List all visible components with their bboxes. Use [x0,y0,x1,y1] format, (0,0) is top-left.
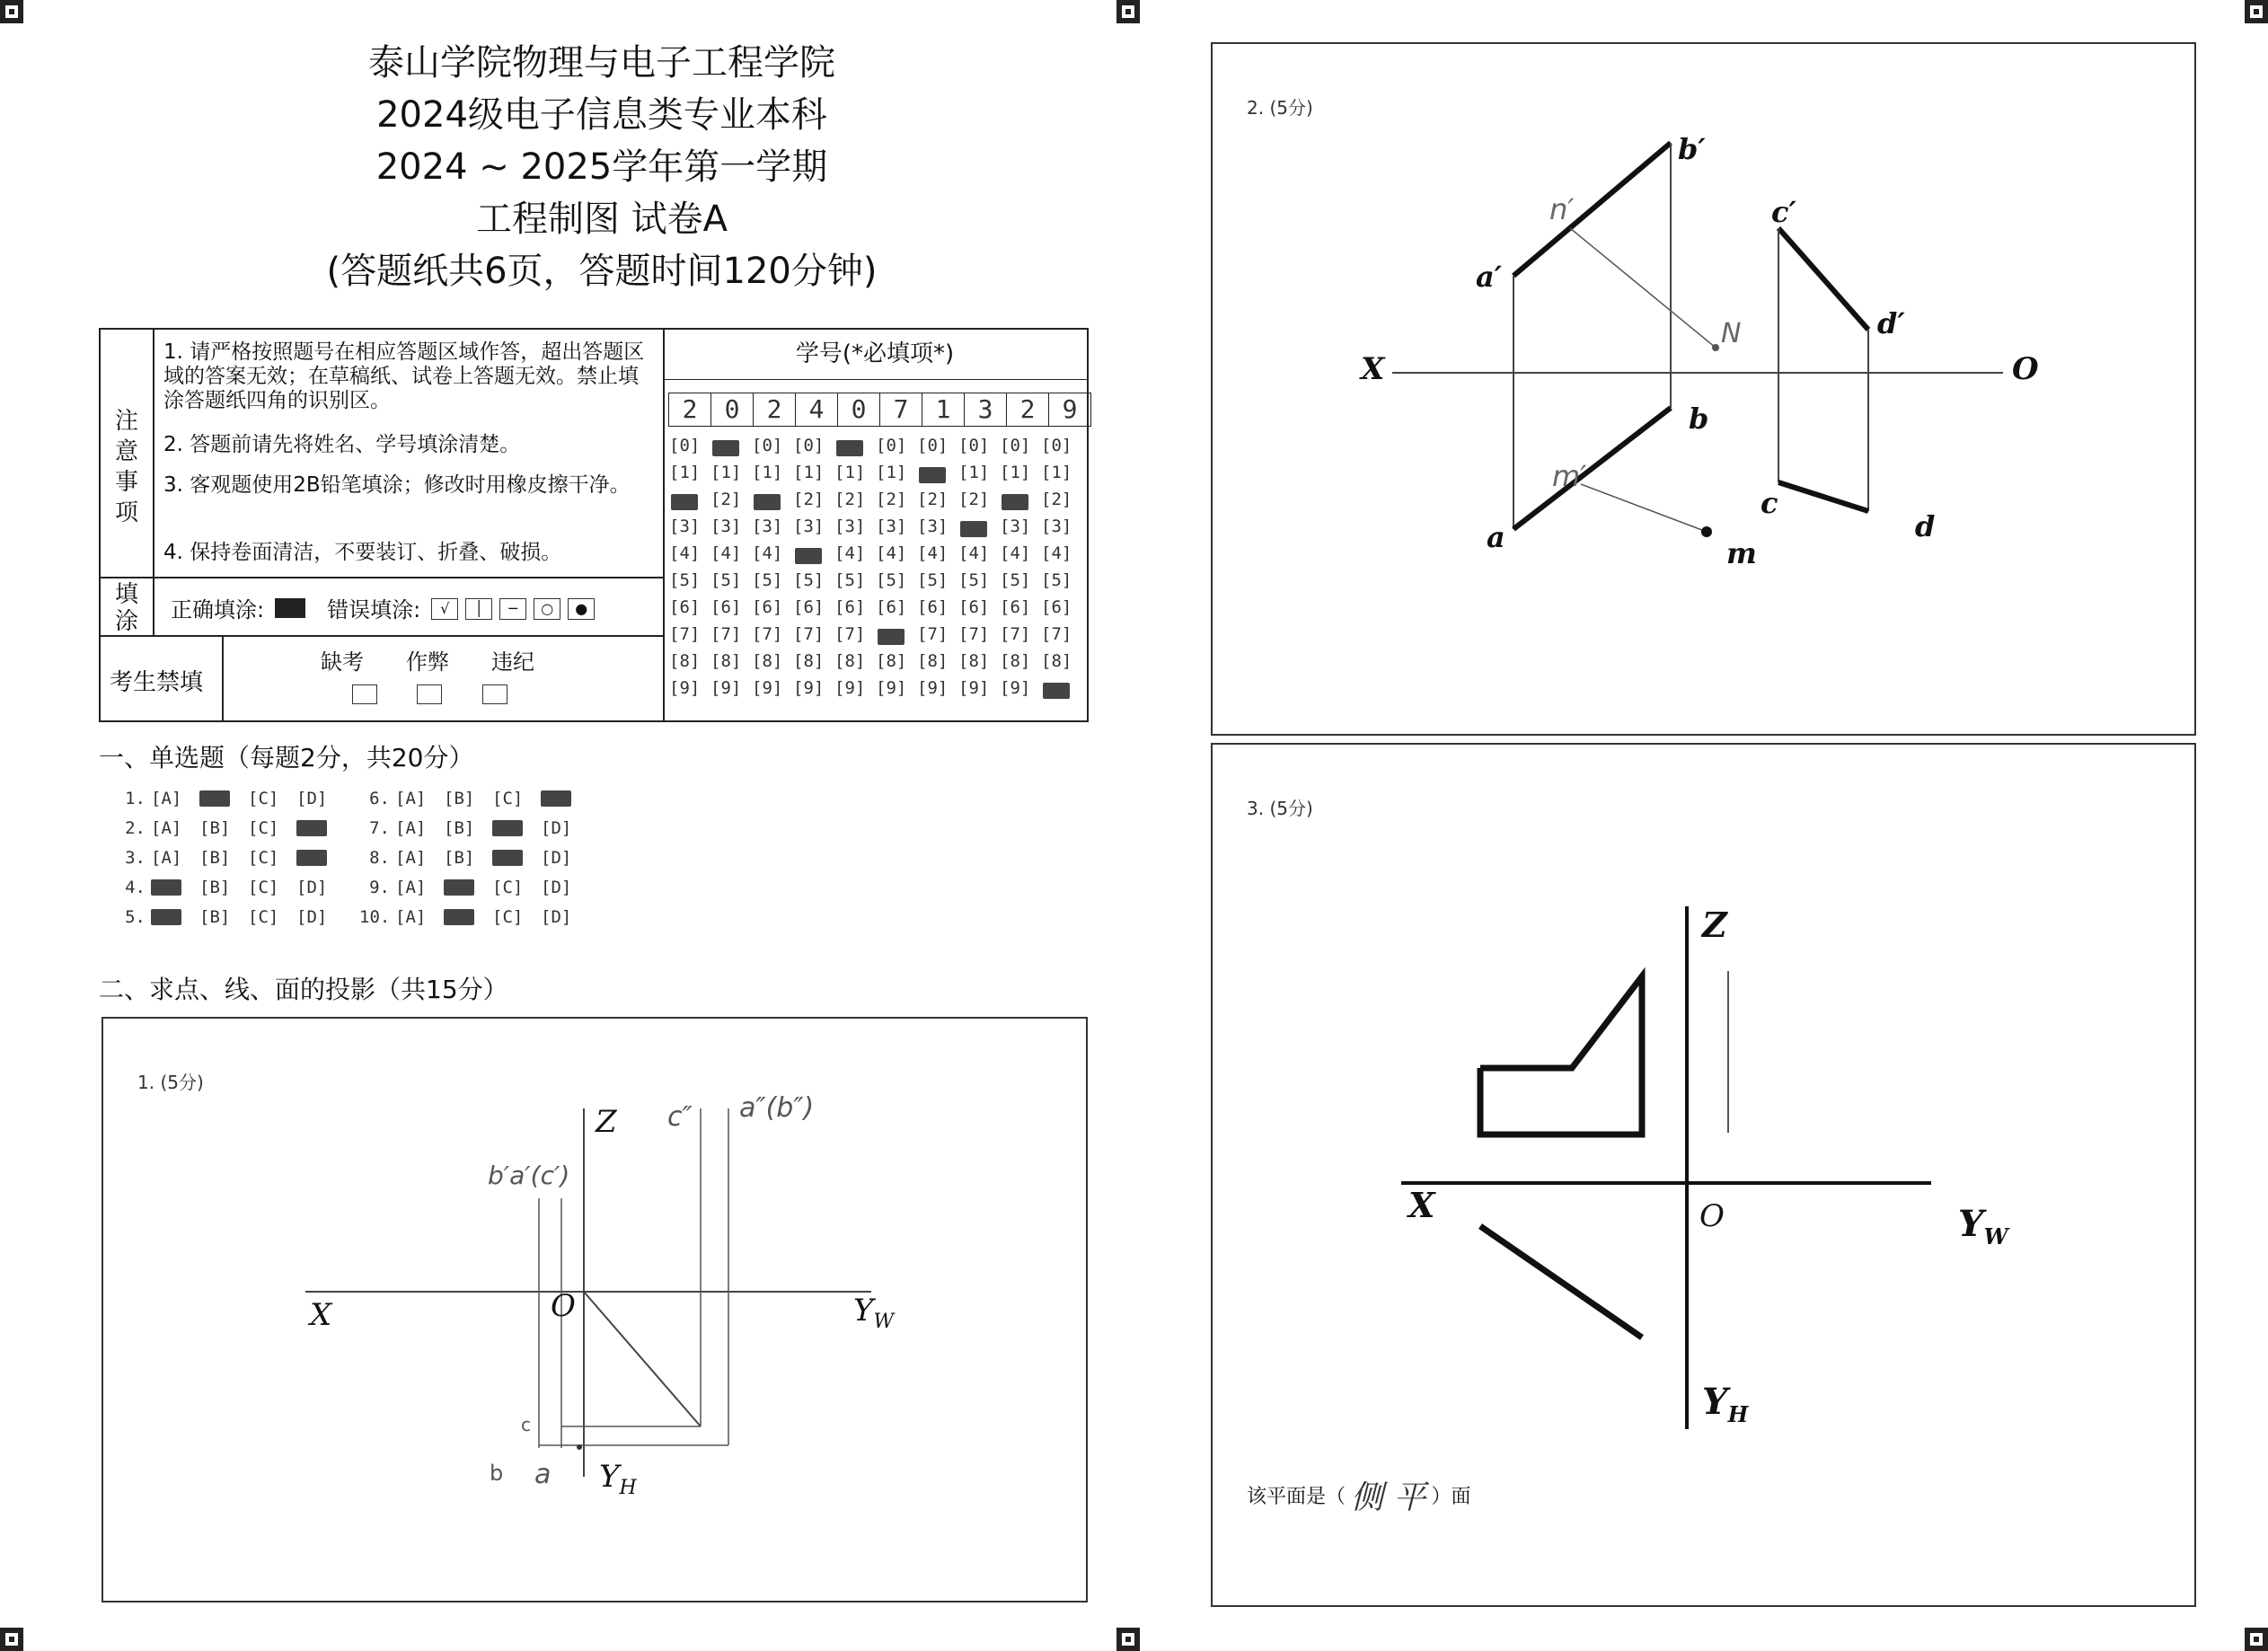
q2-point-label: m [1726,536,1757,570]
id-bubble[interactable]: [4] [752,543,783,563]
id-bubble[interactable]: [4] [710,543,742,563]
bubble-row [669,678,1082,705]
id-bubble[interactable]: [5] [710,570,742,590]
mc-option-bubble[interactable]: [C] [248,907,279,927]
mc-option-bubble[interactable]: [B] [444,818,475,838]
mc-question [115,789,340,808]
q2-point-label: m′ [1552,459,1587,493]
id-bubble[interactable]: [6] [752,597,783,617]
cheat-label: 作弊 [406,649,449,675]
q2-point-label: n′ [1549,192,1575,226]
student-id-digit: 9 [1049,393,1091,426]
correct-fill-mark [275,598,305,618]
id-bubble[interactable]: [2] [876,490,907,509]
id-bubble[interactable]: [3] [917,516,949,536]
id-bubble[interactable]: [4] [917,543,949,563]
class-title: 2024级电子信息类专业本科 [376,94,827,136]
student-id-digit: 0 [838,393,880,426]
mc-option-bubble[interactable]: [D] [296,907,328,927]
rule-2: 2. 答题前请先将姓名、学号填涂清楚。 [163,433,521,456]
id-bubble[interactable] [1041,678,1082,705]
section1-title: 一、单选题（每题2分，共20分） [99,743,474,773]
q1-hand-label: c [521,1414,531,1435]
exam-only-label: 考生禁填 [110,669,204,696]
mc-option-bubble[interactable]: [D] [296,789,328,808]
q3-axis-yh: $Y_H$ [1702,1381,1749,1427]
student-id-digit: 2 [1007,393,1049,426]
q1-axis-yh: $Y_H$ [599,1459,637,1499]
id-bubble[interactable]: [1] [669,463,701,482]
correct-fill-label: 正确填涂: [171,597,265,622]
id-bubble[interactable]: [1] [752,463,783,482]
violation-label: 违纪 [491,649,534,675]
mc-option-bubble[interactable]: [C] [248,848,279,868]
q1-axis-o: O [551,1288,576,1324]
mc-option-bubble[interactable]: [B] [199,818,231,838]
mc-question [115,878,340,897]
bubble-row [669,463,1082,490]
id-bubble[interactable]: [2] [1041,490,1072,509]
id-bubble[interactable]: [6] [917,597,949,617]
q2-label: 2. (5分) [1247,97,1313,119]
cheat-checkbox[interactable] [417,684,442,704]
id-bubble[interactable]: [1] [793,463,825,482]
bubble-row [669,436,1082,463]
id-bubble[interactable]: [0] [1041,436,1072,455]
id-bubble[interactable]: [9] [793,678,825,698]
id-bubble[interactable]: [0] [752,436,783,455]
id-bubble[interactable] [669,490,710,516]
q1-hand-label: b′a′(c′) [488,1161,570,1190]
mc-question-number: 2. [125,818,146,838]
bubble-row [669,543,1082,570]
q3-answer-suffix: ）面 [1431,1486,1471,1508]
id-bubble[interactable]: [3] [793,516,825,536]
term-title: 2024 ~ 2025学年第一学期 [375,146,828,188]
id-bubble[interactable]: [0] [793,436,825,455]
id-bubble[interactable]: [8] [752,651,783,671]
id-bubble[interactable]: [6] [958,597,990,617]
mc-question-number: 7. [369,818,390,838]
id-bubble[interactable]: [4] [834,543,866,563]
id-bubble[interactable]: [2] [834,490,866,509]
q2-answer-box [1211,42,2196,736]
mc-option-bubble[interactable]: [A] [151,789,182,808]
id-bubble[interactable]: [9] [834,678,866,698]
rule-4: 4. 保持卷面清洁，不要装订、折叠、破损。 [163,541,562,564]
q2-point-label: c [1761,486,1778,520]
id-bubble[interactable]: [2] [958,490,990,509]
mc-question-number: 4. [125,878,146,897]
mc-option-bubble[interactable]: [D] [296,878,328,897]
id-bubble[interactable]: [3] [876,516,907,536]
id-bubble[interactable]: [0] [1000,436,1031,455]
id-bubble[interactable]: [9] [917,678,949,698]
q2-point-label: a′ [1476,260,1503,294]
id-bubble[interactable]: [6] [669,597,701,617]
id-bubble[interactable]: [7] [1041,624,1072,644]
mc-option-bubble[interactable]: [C] [492,789,524,808]
q1-hand-label: c″ [667,1101,693,1133]
id-bubble[interactable]: [9] [958,678,990,698]
id-bubble[interactable]: [2] [710,490,742,509]
student-id-digit: 0 [711,393,754,426]
id-bubble[interactable]: [7] [710,624,742,644]
bubble-row [669,651,1082,678]
id-bubble[interactable] [752,490,793,516]
id-bubble[interactable]: [7] [834,624,866,644]
wrong-mark: √ [431,598,458,620]
mc-question [115,818,340,838]
id-bubble[interactable]: [8] [834,651,866,671]
id-bubble[interactable]: [3] [834,516,866,536]
mc-option-bubble[interactable]: [C] [492,878,524,897]
mc-option-bubble[interactable]: [A] [395,878,427,897]
q3-answer-box [1211,743,2196,1607]
id-bubble[interactable]: [6] [876,597,907,617]
student-id-digit: 3 [965,393,1007,426]
mc-option-bubble[interactable] [199,789,243,808]
student-id-digit: 2 [669,393,711,426]
id-bubble[interactable]: [9] [876,678,907,698]
mc-option-bubble[interactable]: [C] [248,818,279,838]
id-bubble[interactable]: [1] [1041,463,1072,482]
q2-axis-o: O [2012,351,2039,387]
mc-option-bubble[interactable]: [B] [199,907,231,927]
mc-option-bubble[interactable]: [C] [248,789,279,808]
mc-option-bubble[interactable]: [D] [541,848,572,868]
school-title: 泰山学院物理与电子工程学院 [368,42,835,84]
q3-answer-line [1247,1472,1470,1518]
q3-axis-x: X [1408,1185,1435,1225]
q1-axis-x: X [310,1297,332,1333]
id-bubble[interactable]: [9] [669,678,701,698]
id-bubble[interactable]: [2] [793,490,825,509]
q1-answer-box [101,1017,1088,1602]
mc-option-bubble[interactable] [541,789,584,808]
mc-option-bubble[interactable]: [B] [199,848,231,868]
id-bubble[interactable]: [5] [917,570,949,590]
id-bubble[interactable]: [5] [958,570,990,590]
q2-point-label: a [1487,520,1505,554]
id-bubble[interactable]: [3] [669,516,701,536]
id-bubble[interactable]: [5] [1000,570,1031,590]
id-bubble[interactable]: [4] [876,543,907,563]
id-bubble[interactable]: [9] [752,678,783,698]
mc-question-number: 6. [369,789,390,808]
corner-mark [2245,0,2268,23]
wrong-mark: ─ [499,598,526,620]
q3-handwritten-answer: 侧 平 [1351,1479,1426,1516]
id-bubble[interactable]: [4] [669,543,701,563]
q1-label: 1. (5分) [137,1072,204,1093]
id-bubble[interactable]: [0] [669,436,701,455]
notice-side-label: 注意事项 [114,408,138,526]
id-bubble[interactable]: [6] [834,597,866,617]
corner-mark [0,1628,23,1651]
q1-drawing [103,1019,1086,1601]
id-bubble[interactable]: [1] [876,463,907,482]
q1-hand-label: a″(b″) [739,1092,815,1124]
mc-question-number: 1. [125,789,146,808]
id-bubble[interactable]: [9] [710,678,742,698]
id-bubble[interactable]: [6] [710,597,742,617]
absent-checkbox[interactable] [352,684,377,704]
id-bubble[interactable]: [5] [876,570,907,590]
id-bubble[interactable] [793,543,834,570]
mc-option-bubble[interactable] [444,907,487,927]
bubble-row [669,624,1082,651]
bubble-row [669,597,1082,624]
exam-subtitle: (答题纸共6页，答题时间120分钟) [326,251,878,292]
bubble-row [669,570,1082,597]
bubble-row [669,490,1082,516]
mc-question-number: 8. [369,848,390,868]
mc-option-bubble[interactable]: [A] [395,907,427,927]
id-bubble[interactable]: [8] [958,651,990,671]
rule-3: 3. 客观题使用2B铅笔填涂；修改时用橡皮擦干净。 [163,473,631,497]
id-bubble[interactable]: [0] [917,436,949,455]
mc-option-bubble[interactable]: [A] [395,789,427,808]
id-bubble[interactable]: [8] [669,651,701,671]
mc-question-number: 10. [359,907,391,927]
id-bubble[interactable]: [6] [793,597,825,617]
mc-question [359,789,584,808]
mc-option-bubble[interactable] [296,818,340,838]
mc-option-bubble[interactable]: [A] [395,848,427,868]
student-id-digits [668,393,1091,427]
q3-label: 3. (5分) [1247,798,1313,819]
fill-label: 填涂 [114,581,138,635]
mc-question-number: 9. [369,878,390,897]
q1-hand-label: b [490,1461,504,1486]
mc-question [359,907,584,927]
corner-mark [0,0,23,23]
mc-question-number: 5. [125,907,146,927]
mc-option-bubble[interactable]: [B] [444,848,475,868]
wrong-mark: │ [465,598,492,620]
id-bubble[interactable]: [8] [917,651,949,671]
fill-example [171,592,598,623]
q2-axis-x: X [1361,351,1385,387]
id-bubble[interactable]: [5] [834,570,866,590]
q1-axis-z: Z [596,1104,617,1140]
id-bubble[interactable] [958,516,1000,543]
violation-checkbox[interactable] [482,684,507,704]
id-bubble[interactable]: [7] [917,624,949,644]
mc-option-bubble[interactable] [492,848,535,868]
id-bubble[interactable]: [5] [1041,570,1072,590]
q2-point-label: d [1915,509,1936,543]
id-bubble[interactable]: [6] [1041,597,1072,617]
id-bubble[interactable]: [8] [1041,651,1072,671]
wrong-mark: ● [568,598,595,620]
bubble-row [669,516,1082,543]
id-bubble[interactable] [1000,490,1041,516]
mc-option-bubble[interactable]: [D] [541,907,572,927]
id-bubble[interactable]: [3] [1000,516,1031,536]
mc-question [359,818,584,838]
id-bubble[interactable]: [7] [752,624,783,644]
wrong-fill-label: 错误填涂: [327,597,421,622]
id-bubble[interactable]: [1] [1000,463,1031,482]
mc-question [359,848,584,868]
id-bubble[interactable]: [1] [834,463,866,482]
student-id-digit: 7 [880,393,922,426]
id-bubble[interactable]: [3] [1041,516,1072,536]
q2-point-label: N [1721,318,1742,349]
mc-question [115,848,340,868]
q1-axis-yw: $Y_W$ [853,1293,895,1333]
mc-option-bubble[interactable]: [D] [541,878,572,897]
student-id-bubble-grid [669,436,1082,705]
mc-option-bubble[interactable] [151,907,194,927]
q3-axis-o: O [1699,1198,1725,1234]
id-bubble[interactable] [876,624,917,651]
id-bubble[interactable]: [9] [1000,678,1031,698]
mc-option-bubble[interactable] [444,878,487,897]
id-bubble[interactable] [834,436,876,463]
q3-axis-z: Z [1702,905,1727,945]
id-bubble[interactable]: [3] [752,516,783,536]
student-id-digit: 1 [922,393,965,426]
mc-option-bubble[interactable] [296,848,340,868]
mc-question [115,907,340,927]
q3-axis-yw: $Y_W$ [1958,1203,2008,1249]
id-bubble[interactable]: [4] [1000,543,1031,563]
mc-option-bubble[interactable]: [D] [541,818,572,838]
q2-point-label: b [1689,402,1709,436]
id-bubble[interactable]: [8] [793,651,825,671]
id-bubble[interactable]: [0] [958,436,990,455]
id-bubble[interactable] [917,463,958,490]
student-id-title: 学号(*必填项*) [663,330,1087,380]
id-bubble[interactable]: [7] [793,624,825,644]
rule-1: 1. 请严格按照题号在相应答题区域作答，超出答题区域的答案无效；在草稿纸、试卷上答题无效。禁止填涂答题纸四角的识别区。 [163,340,645,412]
id-bubble[interactable]: [5] [793,570,825,590]
id-bubble[interactable]: [1] [710,463,742,482]
id-bubble[interactable]: [8] [1000,651,1031,671]
id-bubble[interactable]: [5] [752,570,783,590]
id-bubble[interactable] [710,436,752,463]
mc-option-bubble[interactable]: [C] [492,907,524,927]
corner-mark [2245,1628,2268,1651]
mc-option-bubble[interactable]: [A] [395,818,427,838]
mc-option-bubble[interactable] [151,878,194,897]
id-bubble[interactable]: [7] [958,624,990,644]
student-id-digit: 2 [754,393,796,426]
id-bubble[interactable]: [0] [876,436,907,455]
q3-answer-prefix: 该平面是（ [1247,1486,1346,1508]
id-bubble[interactable]: [7] [669,624,701,644]
id-bubble[interactable]: [4] [958,543,990,563]
id-bubble[interactable]: [1] [958,463,990,482]
id-bubble[interactable]: [2] [917,490,949,509]
corner-mark [1116,1628,1140,1651]
mc-option-bubble[interactable]: [A] [151,848,182,868]
section2-title: 二、求点、线、面的投影（共15分） [99,975,508,1004]
mc-question-number: 3. [125,848,146,868]
q1-hand-label: a [534,1459,552,1490]
id-bubble[interactable]: [3] [710,516,742,536]
id-bubble[interactable]: [4] [1041,543,1072,563]
id-bubble[interactable]: [7] [1000,624,1031,644]
q2-point-label: d′ [1877,306,1905,340]
mc-question [359,878,584,897]
mc-option-bubble[interactable]: [A] [151,818,182,838]
id-bubble[interactable]: [5] [669,570,701,590]
mc-option-bubble[interactable]: [B] [444,789,475,808]
mc-option-bubble[interactable]: [B] [199,878,231,897]
id-bubble[interactable]: [8] [710,651,742,671]
q2-point-label: c′ [1771,195,1796,229]
mc-option-bubble[interactable]: [C] [248,878,279,897]
wrong-mark: ○ [534,598,560,620]
corner-mark [1116,0,1140,23]
id-bubble[interactable]: [6] [1000,597,1031,617]
student-id-digit: 4 [796,393,838,426]
q2-point-label: b′ [1678,132,1706,166]
absent-label: 缺考 [321,649,364,675]
mc-option-bubble[interactable] [492,818,535,838]
id-bubble[interactable]: [8] [876,651,907,671]
exam-title: 工程制图 试卷A [475,199,728,240]
